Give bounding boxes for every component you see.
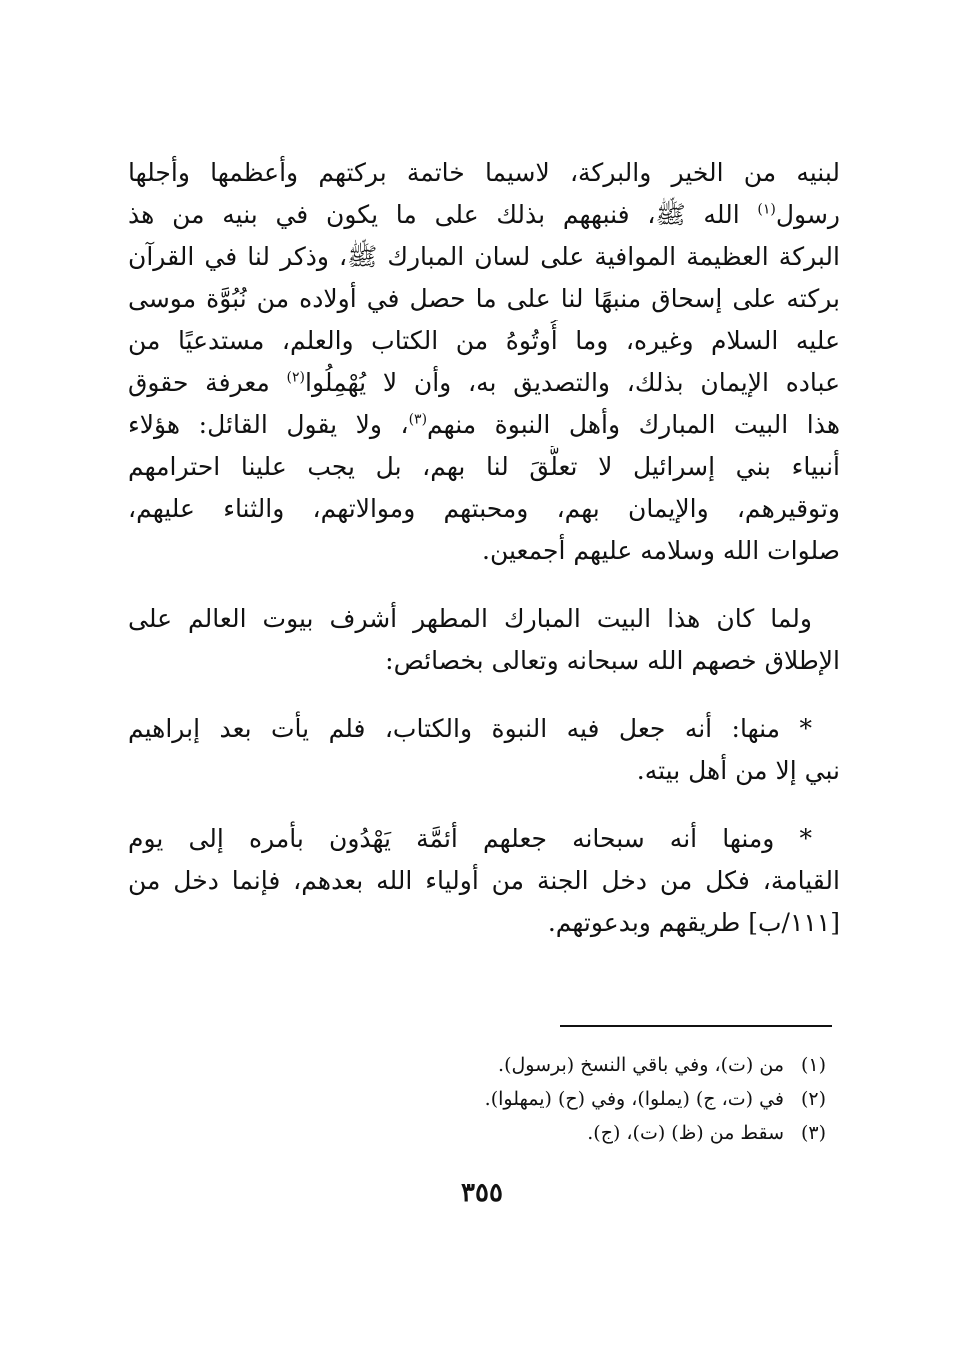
text-line: ولما كان هذا البيت المبارك المطهر أشرف بيوت العالم على	[128, 604, 812, 633]
footnote-text: في (ت، ج) (يملوا)، وفي (ح) (يمهلوا).	[484, 1088, 784, 1110]
footnote-marker: (٢)	[286, 369, 306, 386]
text-line: نبي إلا من أهل بيته.	[636, 756, 840, 785]
footnote	[306, 1082, 826, 1116]
footnotes	[306, 1048, 826, 1150]
text-fragment: ، ولا يقول القائل: هؤلاء	[128, 410, 409, 439]
text-line: بركته على إسحاق منبهًا لنا على ما حصل في أولاده من نُبُوَّة موسى	[128, 284, 840, 313]
text-line: وتوقيرهم، والإيمان بهم، ومحبتهم وموالاتهم، والثناء عليهم،	[128, 494, 840, 523]
text-line: أنبياء بني إسرائيل لا تعلُّقَ لنا بهم، بل يجب علينا احترامهم	[128, 452, 840, 481]
text-fragment: الله ﷺ، فنبههم بذلك على ما يكون في بنيه من هذ	[128, 200, 758, 229]
text-line: القيامة، فكل من دخل الجنة من أولياء الله بعدهم، فإنما دخل من	[128, 866, 840, 895]
text-line: لبنيه من الخير والبركة، لاسيما خاتمة بركتهم وأعظمها وأجلها	[128, 158, 840, 187]
text-line	[128, 404, 840, 446]
main-text	[128, 152, 840, 944]
footnote-number: (٣)	[800, 1122, 826, 1144]
footnote-divider	[560, 1025, 832, 1027]
text-line: البركة العظيمة الموافية على لسان المبارك ﷺ، وذكر لنا في القرآن	[128, 242, 840, 271]
footnote-number: (٢)	[800, 1088, 826, 1110]
text-line: [١١١/ب] طريقهم وبدعوتهم.	[547, 908, 840, 937]
footnote-marker: (١)	[757, 201, 776, 218]
text-line: * منها: أنه جعل فيه النبوة والكتاب، فلم يأت بعد إبراهيم	[128, 714, 812, 743]
text-line: * ومنها أنه سبحانه جعلهم أئمَّة يَهْدُون بأمره إلى يوم	[128, 824, 812, 853]
footnote	[306, 1048, 826, 1082]
text-line	[128, 194, 840, 236]
text-line: صلوات الله وسلامه عليهم أجمعين.	[482, 536, 840, 565]
footnote	[306, 1116, 826, 1150]
text-line: الإطلاق خصهم الله سبحانه وتعالى بخصائص:	[385, 646, 840, 675]
footnote-number: (١)	[800, 1054, 826, 1076]
text-fragment: عباده الإيمان بذلك، والتصديق به، وأن لا يُهْمِلُوا	[305, 368, 840, 397]
text-fragment: هذا البيت المبارك وأهل النبوة منهم	[427, 410, 840, 439]
footnote-text: سقط من (ظ) (ت)، (ج).	[587, 1122, 784, 1144]
text-line	[128, 362, 840, 404]
footnote-text: من (ت)، وفي باقي النسخ (برسول).	[498, 1054, 784, 1076]
text-fragment: رسول	[775, 200, 840, 229]
page-number: ٣٥٥	[461, 1178, 503, 1208]
footnote-marker: (٣)	[408, 411, 428, 428]
text-fragment: معرفة حقوق	[128, 368, 287, 397]
text-line: عليه السلام وغيره، وما أُوتُوهُ من الكتاب والعلم، مستدعيًا من	[128, 326, 840, 355]
